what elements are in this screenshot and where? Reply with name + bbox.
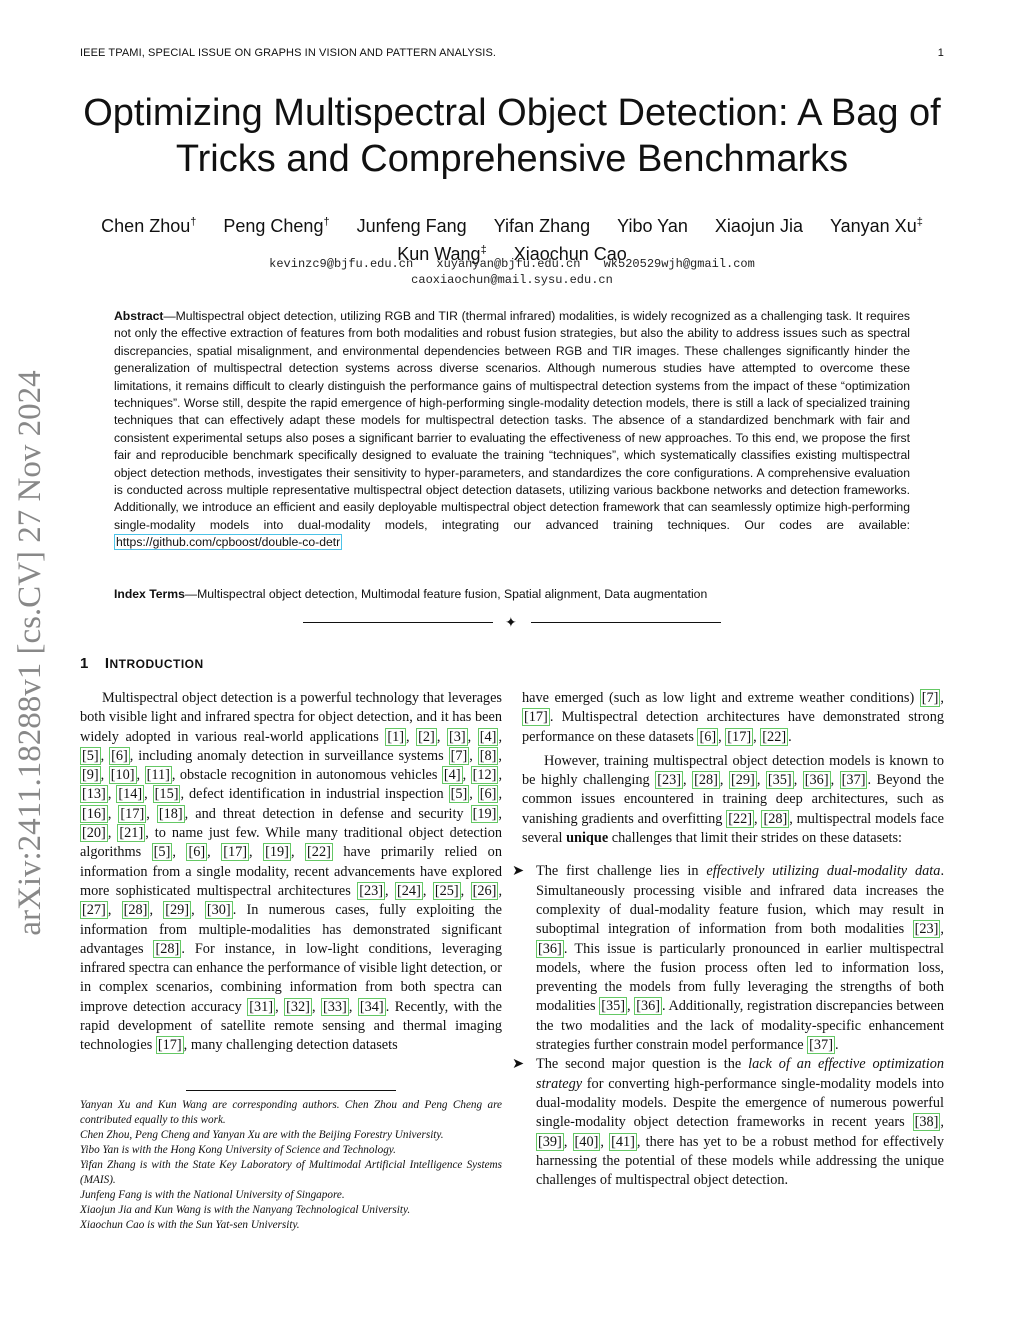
email[interactable]: wk520529wjh@gmail.com (603, 257, 755, 271)
footnote: Xiaojun Jia and Kun Wang is with the Nanyang Technological University. (80, 1204, 411, 1216)
index-terms-text: —Multispectral object detection, Multimodal feature fusion, Spatial alignment, Data augmentation (184, 587, 708, 601)
section-title-rest: NTRODUCTION (109, 657, 204, 671)
author: Yifan Zhang (493, 216, 591, 236)
arxiv-stamp[interactable]: arXiv:2411.18288v1 [cs.CV] 27 Nov 2024 (12, 370, 48, 936)
footnote: Chen Zhou, Peng Cheng and Yanyan Xu are with the Beijing Forestry University. (80, 1129, 444, 1141)
footnote-rule (186, 1090, 396, 1091)
author: Xiaojun Jia (714, 216, 803, 236)
paragraph: Multispectral object detection is a powerful technology that leverages both visible light and infrared spectra for object detection, and it has been widely adopted in various real-world applications [1] , [2] , [3] , [4] , [5] , [6] , including anomaly detection in surveillance systems [7] , [8] , [9] , [10] , [11] , obstacle recognition in autonomous vehicles [4] , [12] , [13] , [14] , [15] , defect identification in industrial inspection [5] , [6] , [16] , [17] , [18] , and threat detection in defense and security [19] , [20] , [21] , to name just few. While many traditional object detection algorithms [5] , [6] , [17] , [19] , [22] have primarily relied on information from a single modality, recent advancements have explored more sophisticated multispectral architectures [23] , [24] , [25] , [26] , [27] , [28] , [29] , [30] . In numerous cases, fully exploiting the information from multiple-modalities has demonstrated significant advantages [28] . For instance, in low-light conditions, leveraging infrared spectra can enhance the performance of visible light detection, or in complex scenarios, combining information from both spectra can improve detection accuracy [31] , [32] , [33] , [34] . Recently, with the rapid development of satellite remote sensing and thermal imaging technologies [17] , many challenging detection datasets (80, 690, 503, 1054)
list-item: ➤ The first challenge lies in effectively utilizing dual-modality data. Simultaneously processing visible and infrared data increases the complexity of dual-modality feature fusion, which may result in suboptimal integration of information from both modalities [23] , [36] . This issue is particularly pronounced in earlier multispectral models, where the fusion process often led to information loss, preventing the models from fully leveraging the strengths of both modalities [35] , [36] . Additionally, registration discrepancies between the two modalities and the lack of modality-specific enhancement strategies further constrain model performance [37] . (512, 863, 945, 1054)
abstract (114, 308, 910, 552)
arrow-bullet-icon: ➤ (512, 1056, 524, 1073)
section-number: 1 (80, 655, 89, 672)
email[interactable]: xuyanyan@bjfu.edu.cn (436, 257, 581, 271)
section-separator (303, 612, 723, 632)
body-column-right (512, 689, 945, 1190)
index-terms (114, 586, 910, 603)
email[interactable]: caoxiaochun@mail.sysu.edu.cn (411, 273, 613, 287)
body-column-left (80, 689, 502, 1056)
author-emails (80, 256, 944, 288)
list-item: ➤ The second major question is the lack of an effective optimization strategy for converting high-performance single-modality models into dual-modality models. Despite the emergence of numerous powerful single-modality object detection frameworks in recent years [38] , [39] , [40] , [41] , there has yet to be a robust method for effectively harnessing the potential of these models while addressing the unique challenges of multispectral object detection. (512, 1056, 945, 1189)
section-title-initial: I (104, 655, 110, 672)
footnote: Junfeng Fang is with the National University of Singapore. (80, 1189, 345, 1201)
author: Xiaochun Cao (513, 244, 627, 264)
author: Junfeng Fang (356, 216, 467, 236)
paragraph: have emerged (such as low light and extreme weather conditions) [7] , [17] . Multispectral detection architectures have demonstrated strong performance on these datasets [6] , [17] , [22] . (522, 690, 944, 745)
page-number: 1 (937, 47, 944, 59)
abstract-label: Abstract (114, 309, 164, 323)
footnotes (80, 1098, 502, 1233)
paper-title: Optimizing Multispectral Object Detection: A Bag of Tricks and Comprehensive Benchmarks (83, 92, 941, 180)
email[interactable]: kevinzc9@bjfu.edu.cn (269, 257, 414, 271)
author: Yibo Yan (617, 216, 688, 236)
author: Chen Zhou† (101, 216, 197, 236)
paragraph: However, training multispectral object detection models is known to be highly challenging [23] , [28] , [29] , [35] , [36] , [37] . Beyond the common issues encountered in training deep architectures, such as vanishing gradients and overfitting [22] , [28] , multispectral models face several unique challenges that limit their strides on these datasets: (522, 752, 944, 847)
abstract-text: —Multispectral object detection, utilizing RGB and TIR (thermal infrared) modalities, is widely recognized as a challenging task. It requires not only the effective extraction of features from both modalities and robust fusion strategies, but also the ability to address issues such as spectral discrepancies, spatial misalignment, and environmental dependencies between RGB and TIR images. These challenges significantly hinder the generalization of multispectral detection systems across diverse scenarios. Although numerous studies have attempted to overcome these limitations, it remains difficult to clearly distinguish the performance gains of multispectral detection systems from the impact of these “optimization techniques”. Worse still, despite the rapid emergence of high-performing single-modality detection models, there is still a lack of specialized training techniques that can effectively adapt these models for multispectral detection tasks. The absence of a standardized benchmark with fair and consistent experimental setups also poses a significant barrier to evaluating the effectiveness of new approaches. To this end, we propose the first fair and reproducible benchmark specifically designed to evaluate the training “techniques”, which systematically classifies existing multispectral object detection methods, investigates their sensitivity to hyper-parameters, and standardizes the core configurations. A comprehensive evaluation is conducted across multiple representative multispectral object detection datasets, utilizing various backbone networks and detection frameworks. Additionally, we introduce an efficient and easily deployable multispectral object detection framework that can seamlessly optimize high-performing single-modality models into dual-modality models, integrating our advanced training techniques. Our codes are available: (114, 309, 910, 532)
footnote: Yifan Zhang is with the State Key Laboratory of Multimodal Artificial Intelligence Systems (MAIS). (80, 1159, 502, 1186)
section-heading (80, 655, 204, 672)
author: Yanyan Xu‡ (829, 216, 923, 236)
footnote: Yibo Yan is with the Hong Kong University of Science and Technology. (80, 1144, 396, 1156)
separator-rule (303, 622, 493, 623)
arrow-bullet-icon: ➤ (512, 863, 524, 880)
running-header (80, 47, 944, 59)
author: Kun Wang‡ (397, 244, 487, 264)
index-terms-label: Index Terms (114, 587, 185, 601)
journal-name: IEEE TPAMI, SPECIAL ISSUE ON GRAPHS IN VISION AND PATTERN ANALYSIS. (80, 47, 497, 59)
diamond-icon: ✦ (505, 614, 517, 630)
code-link[interactable]: https://github.com/cpboost/double-co-detr (116, 535, 341, 550)
footnote: Xiaochun Cao is with the Sun Yat-sen University. (80, 1219, 300, 1231)
footnote: Yanyan Xu and Kun Wang are corresponding authors. Chen Zhou and Peng Cheng are contributed equally to this work. (80, 1099, 502, 1126)
separator-rule (531, 622, 721, 623)
author: Peng Cheng† (223, 216, 330, 236)
